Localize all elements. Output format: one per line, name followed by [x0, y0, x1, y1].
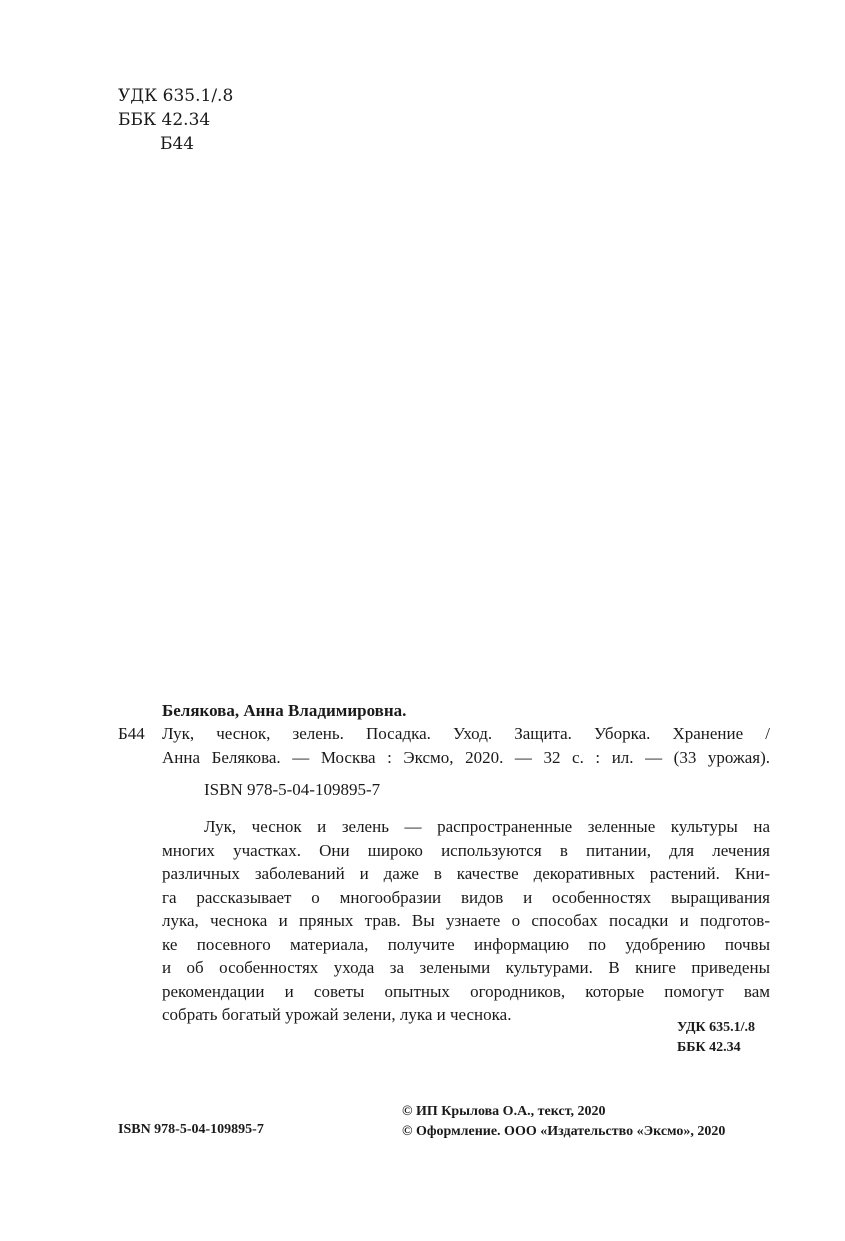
- abstract-line: Лук, чеснок и зелень — распространенные зеленные культуры на: [204, 817, 770, 836]
- abstract-line: рекомендации и советы опытных огородников, которые помогут вам: [162, 981, 770, 1001]
- abstract-line: га рассказывает о многообразии видов и особенностях выращивания: [162, 887, 770, 907]
- bbk-code: ББК 42.34: [118, 110, 211, 130]
- title-line-1: Лук, чеснок, зелень. Посадка. Уход. Защита. Уборка. Хранение /: [162, 724, 770, 743]
- title-line-2: Анна Белякова. — Москва : Эксмо, 2020. — 32 с. : ил. — (33 урожая).: [162, 748, 770, 767]
- bottom-isbn: ISBN 978-5-04-109895-7: [118, 1122, 264, 1137]
- bottom-classification-codes: [677, 1018, 755, 1058]
- entry-isbn: ISBN 978-5-04-109895-7: [204, 780, 381, 799]
- abstract-line: и об особенностях ухода за зелеными культурами. В книге приведены: [162, 958, 770, 977]
- abstract-line: многих участках. Они широко используются в питании, для лечения: [162, 840, 770, 860]
- udk-code: УДК 635.1/.8: [118, 86, 234, 106]
- top-classification-codes: [118, 84, 233, 156]
- author-code: Б44: [160, 134, 195, 154]
- bottom-bbk-code: ББК 42.34: [677, 1040, 741, 1055]
- copyright-text: © ИП Крылова О.А., текст, 2020: [402, 1104, 606, 1119]
- abstract-line: различных заболеваний и даже в качестве декоративных растений. Кни-: [162, 864, 770, 883]
- bottom-udk-code: УДК 635.1/.8: [677, 1020, 756, 1035]
- copyright-design: © Оформление. ООО «Издательство «Эксмо», 2020: [402, 1124, 726, 1139]
- abstract-line: ке посевного материала, получите информацию по удобрению почвы: [162, 934, 770, 954]
- copyright-block: [402, 1102, 725, 1142]
- abstract: [162, 815, 770, 1027]
- abstract-line: собрать богатый урожай зелени, лука и чеснока.: [162, 1005, 512, 1024]
- abstract-line: лука, чеснока и пряных трав. Вы узнаете о способах посадки и подготов-: [162, 911, 770, 930]
- entry-author-code: Б44: [118, 724, 145, 743]
- author-name: Белякова, Анна Владимировна.: [162, 701, 407, 720]
